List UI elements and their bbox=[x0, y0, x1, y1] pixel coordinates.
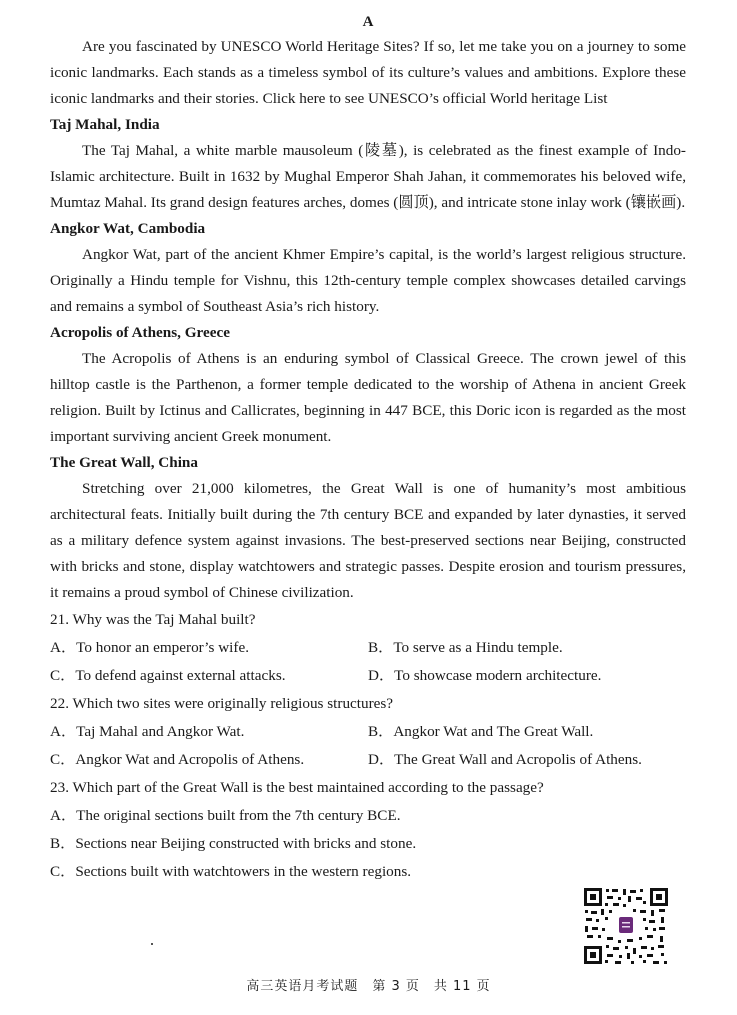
question-22-option-d: D．The Great Wall and Acropolis of Athens. bbox=[368, 751, 642, 768]
site-title-angkor-wat: Angkor Wat, Cambodia bbox=[50, 220, 206, 237]
site-title-great-wall: The Great Wall, China bbox=[50, 454, 198, 471]
site-text-angkor-wat: Angkor Wat, part of the ancient Khmer Empire’s capital, is the world’s largest religious structure. Originally a Hindu temple for Vishnu, this 12th-century temple complex showcases detailed carvings and remains a symbol of Southeast Asia’s rich history. bbox=[50, 246, 686, 315]
question-23-stem: 23. Which part of the Great Wall is the best maintained according to the passage? bbox=[50, 779, 544, 796]
question-21-option-a: A．To honor an emperor’s wife. bbox=[50, 639, 249, 656]
page-footer: 高三英语月考试题 第 3 页 共 11 页 bbox=[246, 979, 491, 994]
site-text-acropolis: The Acropolis of Athens is an enduring symbol of Classical Greece. The crown jewel of this hilltop castle is the Parthenon, a former temple dedicated to the worship of Athena in ancient Greek religion. Built by Ictinus and Callicrates, beginning in 447 BCE, this Doric icon is regarded as the most important surviving ancient Greek monument. bbox=[50, 350, 686, 445]
site-text-taj-mahal: The Taj Mahal, a white marble mausoleum (陵墓), is celebrated as the finest example of Indo-Islamic architecture. Built in 1632 by Mughal Emperor Shah Jahan, it commemorates his beloved wife, Mumtaz Mahal. Its grand design features arches, domes (圆顶), and intricate stone inlay work (镶嵌画). bbox=[50, 142, 686, 211]
intro-paragraph: Are you fascinated by UNESCO World Heritage Sites? If so, let me take you on a journey to some iconic landmarks. Each stands as a timeless symbol of its culture’s values and ambitions. Explore these iconic landmarks and their stories. Click here to see UNESCO’s official World heritage List bbox=[50, 38, 686, 107]
question-21-option-b: B．To serve as a Hindu temple. bbox=[368, 639, 563, 656]
question-22-option-a: A．Taj Mahal and Angkor Wat. bbox=[50, 723, 245, 740]
qr-code-icon bbox=[583, 887, 669, 965]
question-22-options-row-1 bbox=[50, 718, 686, 746]
question-21-options-row-2 bbox=[50, 662, 686, 690]
section-letter: A bbox=[362, 14, 374, 30]
stray-dot bbox=[151, 943, 153, 945]
question-21-stem: 21. Why was the Taj Mahal built? bbox=[50, 611, 256, 628]
question-21-options-row-1 bbox=[50, 634, 686, 662]
question-21-option-c: C．To defend against external attacks. bbox=[50, 667, 286, 684]
question-22-stem: 22. Which two sites were originally religious structures? bbox=[50, 695, 394, 712]
site-text-great-wall: Stretching over 21,000 kilometres, the Great Wall is one of humanity’s most ambitious architectural feats. Initially built during the 7th century BCE and expanded by later dynasties, it served as a military defence system against invasions. The best-preserved sections near Beijing, constructed with bricks and stone, display watchtowers and strategic passes. Despite erosion and tourism pressures, it remains a proud symbol of Chinese civilization. bbox=[50, 480, 686, 601]
question-22-option-c: C．Angkor Wat and Acropolis of Athens. bbox=[50, 751, 305, 768]
question-23-option-a: A．The original sections built from the 7th century BCE. bbox=[50, 807, 401, 824]
site-title-acropolis: Acropolis of Athens, Greece bbox=[50, 324, 230, 341]
site-title-taj-mahal: Taj Mahal, India bbox=[50, 116, 160, 133]
question-21-option-d: D．To showcase modern architecture. bbox=[368, 667, 602, 684]
exam-page bbox=[50, 10, 686, 886]
question-23-option-b: B．Sections near Beijing constructed with bricks and stone. bbox=[50, 835, 417, 852]
question-23-option-c: C．Sections built with watchtowers in the western regions. bbox=[50, 863, 412, 880]
question-22-options-row-2 bbox=[50, 746, 686, 774]
question-22-option-b: B．Angkor Wat and The Great Wall. bbox=[368, 723, 594, 740]
